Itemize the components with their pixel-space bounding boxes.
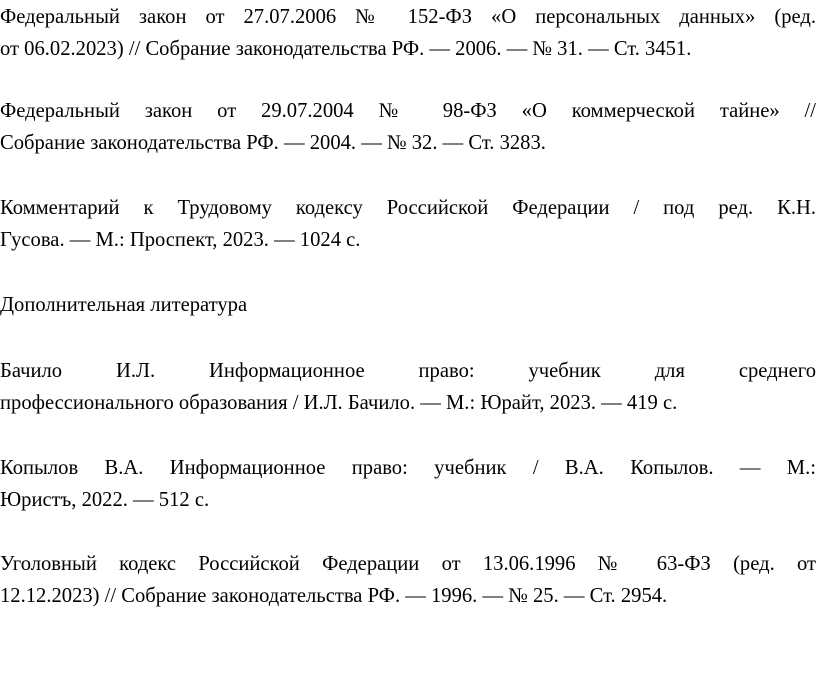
- reference-line: Собрание законодательства РФ. — 2004. — № 32. — Ст. 3283.: [0, 132, 546, 154]
- reference-line: Гусова. — М.: Проспект, 2023. — 1024 с.: [0, 229, 361, 251]
- section-heading: [0, 289, 816, 321]
- literature-line: Копылов В.А. Информационное право: учебник / В.А. Копылов. — М.:: [0, 457, 816, 479]
- reference-entry: [0, 95, 816, 159]
- reference-line: от 06.02.2023) // Собрание законодательства РФ. — 2006. — № 31. — Ст. 3451.: [0, 38, 692, 60]
- reference-entry: [0, 1, 816, 65]
- reference-entry: [0, 192, 816, 256]
- literature-entry: [0, 355, 816, 419]
- section-heading-text: Дополнительная литература: [0, 294, 248, 316]
- literature-entry: [0, 452, 816, 516]
- reference-line: Комментарий к Трудовому кодексу Российской Федерации / под ред. К.Н.: [0, 197, 816, 219]
- literature-line: Юристъ, 2022. — 512 с.: [0, 489, 210, 511]
- literature-entry: [0, 548, 816, 612]
- reference-line: Федеральный закон от 29.07.2004 № 98-ФЗ «О коммерческой тайне» //: [0, 100, 816, 122]
- literature-line: Бачило И.Л. Информационное право: учебник для среднего: [0, 360, 816, 382]
- literature-line: профессионального образования / И.Л. Бачило. — М.: Юрайт, 2023. — 419 с.: [0, 392, 678, 414]
- literature-line: 12.12.2023) // Собрание законодательства РФ. — 1996. — № 25. — Ст. 2954.: [0, 585, 668, 607]
- literature-line: Уголовный кодекс Российской Федерации от 13.06.1996 № 63-ФЗ (ред. от: [0, 553, 816, 575]
- reference-line: Федеральный закон от 27.07.2006 № 152-ФЗ «О персональных данных» (ред.: [0, 6, 816, 28]
